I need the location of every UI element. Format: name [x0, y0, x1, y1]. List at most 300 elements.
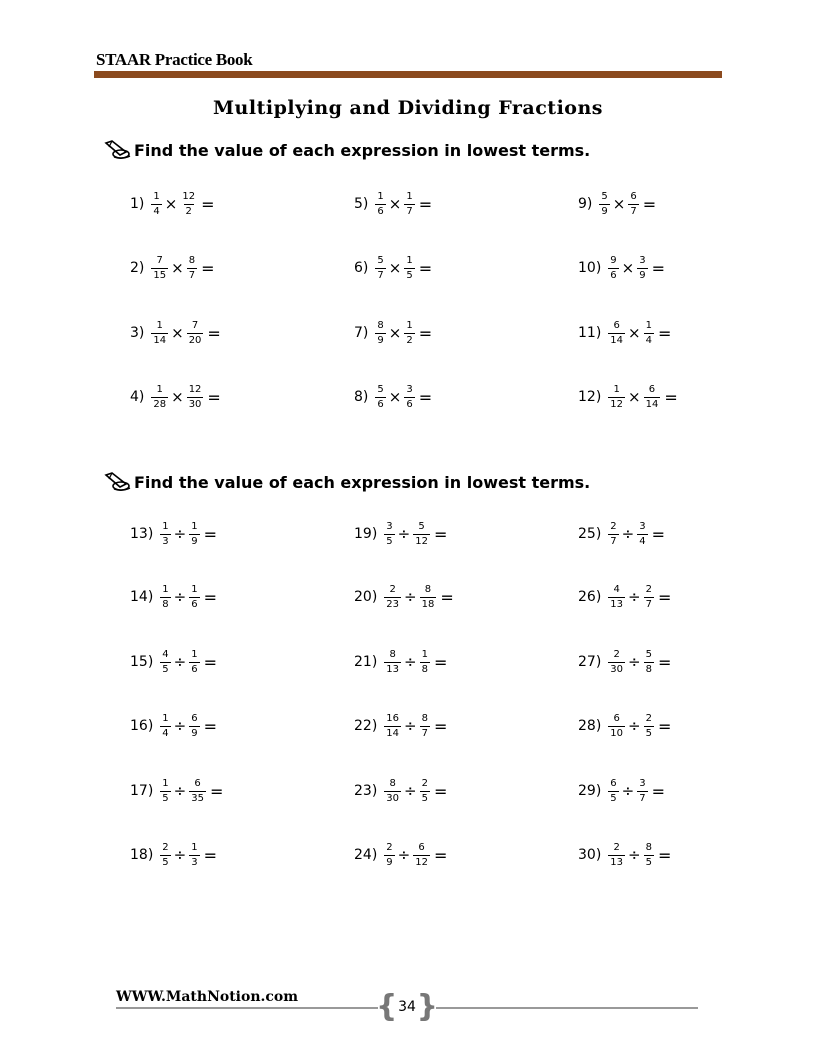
numerator: 6 [613, 713, 620, 724]
problem [130, 713, 217, 739]
problem [130, 320, 221, 346]
numerator: 1 [156, 320, 163, 331]
denominator: 5 [162, 663, 169, 675]
numerator: 1 [156, 384, 163, 395]
pencil-icon [104, 472, 132, 492]
fraction [644, 320, 654, 346]
problem-number: 28) [578, 718, 602, 734]
operator-sign: ÷ [173, 782, 187, 800]
numerator: 8 [645, 842, 652, 853]
problem [354, 320, 432, 346]
fraction [608, 713, 625, 739]
problem [578, 584, 671, 610]
instruction-text: Find the value of each expression in lowest terms. [134, 140, 591, 160]
numerator: 6 [610, 778, 617, 789]
fraction [644, 384, 661, 410]
fraction [637, 255, 647, 281]
denominator: 3 [162, 535, 169, 547]
problem [354, 521, 447, 547]
fraction [160, 842, 170, 868]
denominator: 14 [386, 727, 400, 739]
numerator: 1 [377, 191, 384, 202]
equals-sign: = [642, 194, 657, 214]
operator-sign: ÷ [173, 717, 187, 735]
denominator: 3 [191, 856, 198, 868]
equals-sign: = [203, 716, 218, 736]
pencil-icon [104, 140, 132, 160]
operator-sign: ÷ [404, 588, 417, 606]
problem-number: 21) [354, 654, 378, 670]
fraction [644, 649, 654, 675]
denominator: 5 [645, 856, 652, 868]
denominator: 7 [406, 205, 413, 217]
fraction [151, 384, 168, 410]
operator-sign: ÷ [404, 782, 417, 800]
numerator: 16 [386, 713, 400, 724]
numerator: 8 [389, 778, 396, 789]
problem [130, 521, 217, 547]
denominator: 8 [162, 598, 169, 610]
problem-number: 26) [578, 589, 602, 605]
numerator: 6 [194, 778, 201, 789]
fraction [608, 384, 625, 410]
denominator: 12 [415, 856, 428, 868]
footer-rule-left [116, 1007, 378, 1009]
problem [354, 713, 447, 739]
denominator: 5 [645, 727, 652, 739]
problem-number: 1) [130, 196, 145, 212]
equals-sign: = [418, 323, 433, 343]
equals-sign: = [207, 323, 221, 343]
problem [354, 778, 447, 804]
numerator: 1 [162, 778, 169, 789]
operator-sign: × [388, 324, 402, 342]
equals-sign: = [657, 652, 672, 672]
fraction [404, 255, 414, 281]
numerator: 8 [377, 320, 384, 331]
problem-number: 16) [130, 718, 154, 734]
numerator: 2 [610, 521, 617, 532]
problem-number: 23) [354, 783, 378, 799]
fraction [404, 191, 414, 217]
numerator: 1 [191, 649, 198, 660]
problem-number: 30) [578, 847, 602, 863]
operator-sign: ÷ [628, 717, 641, 735]
fraction [160, 713, 170, 739]
numerator: 3 [406, 384, 413, 395]
fraction [420, 778, 430, 804]
denominator: 12 [415, 535, 428, 547]
denominator: 18 [421, 598, 435, 610]
equals-sign: = [433, 652, 448, 672]
numerator: 2 [421, 778, 428, 789]
equals-sign: = [203, 845, 218, 865]
fraction [151, 255, 168, 281]
numerator: 1 [162, 584, 169, 595]
numerator: 1 [406, 191, 413, 202]
equals-sign: = [203, 587, 218, 607]
equals-sign: = [651, 524, 666, 544]
fraction [375, 320, 385, 346]
fraction [375, 255, 385, 281]
fraction [413, 842, 430, 868]
problem [578, 842, 671, 868]
denominator: 6 [377, 398, 384, 410]
equals-sign: = [657, 323, 672, 343]
denominator: 15 [153, 269, 167, 281]
problem [578, 320, 671, 346]
instruction-2 [104, 472, 590, 492]
problem-number: 17) [130, 783, 154, 799]
numerator: 12 [182, 191, 196, 202]
equals-sign: = [201, 194, 215, 214]
denominator: 6 [406, 398, 413, 410]
equals-sign: = [203, 524, 218, 544]
fraction [375, 384, 385, 410]
denominator: 13 [386, 663, 400, 675]
equals-sign: = [664, 387, 678, 407]
denominator: 4 [645, 334, 652, 346]
numerator: 1 [406, 255, 413, 266]
fraction [151, 320, 168, 346]
denominator: 5 [162, 792, 169, 804]
operator-sign: × [171, 324, 184, 342]
numerator: 9 [610, 255, 617, 266]
operator-sign: ÷ [404, 653, 417, 671]
operator-sign: ÷ [397, 525, 411, 543]
fraction [189, 584, 199, 610]
denominator: 8 [421, 663, 428, 675]
page-number: 34 [398, 999, 416, 1015]
fraction [384, 842, 394, 868]
denominator: 30 [188, 398, 202, 410]
denominator: 9 [639, 269, 646, 281]
problem-number: 14) [130, 589, 154, 605]
problem [130, 191, 214, 217]
numerator: 1 [191, 842, 198, 853]
operator-sign: × [628, 388, 641, 406]
fraction [608, 778, 618, 804]
problem-number: 19) [354, 526, 378, 542]
problem [130, 255, 214, 281]
problem [130, 384, 221, 410]
problem-number: 4) [130, 389, 145, 405]
denominator: 7 [377, 269, 384, 281]
operator-sign: ÷ [404, 717, 417, 735]
problem-number: 22) [354, 718, 378, 734]
problem-number: 27) [578, 654, 602, 670]
problem-number: 10) [578, 260, 602, 276]
denominator: 5 [610, 792, 617, 804]
problem [578, 255, 665, 281]
fraction [375, 191, 385, 217]
fraction [384, 584, 401, 610]
fraction [160, 521, 170, 547]
denominator: 7 [639, 792, 646, 804]
problem-number: 15) [130, 654, 154, 670]
equals-sign: = [433, 845, 448, 865]
problem [578, 521, 665, 547]
numerator: 5 [645, 649, 652, 660]
operator-sign: × [388, 195, 402, 213]
numerator: 5 [418, 521, 425, 532]
page-title: Multiplying and Dividing Fractions [213, 97, 603, 119]
fraction [160, 584, 170, 610]
numerator: 6 [191, 713, 198, 724]
denominator: 5 [421, 792, 428, 804]
problem-number: 6) [354, 260, 369, 276]
fraction [644, 842, 654, 868]
operator-sign: ÷ [628, 588, 641, 606]
numerator: 1 [153, 191, 160, 202]
operator-sign: × [171, 388, 184, 406]
equals-sign: = [433, 524, 448, 544]
problem-number: 24) [354, 847, 378, 863]
equals-sign: = [433, 716, 448, 736]
denominator: 12 [610, 398, 624, 410]
denominator: 2 [406, 334, 413, 346]
equals-sign: = [651, 781, 666, 801]
numerator: 8 [421, 713, 428, 724]
equals-sign: = [651, 258, 666, 278]
problem [354, 842, 447, 868]
denominator: 7 [610, 535, 617, 547]
numerator: 3 [639, 521, 646, 532]
denominator: 7 [188, 269, 196, 281]
numerator: 2 [389, 584, 396, 595]
fraction [180, 191, 197, 217]
fraction [404, 384, 414, 410]
problem-number: 29) [578, 783, 602, 799]
equals-sign: = [418, 387, 433, 407]
numerator: 1 [191, 584, 198, 595]
problem [354, 649, 447, 675]
operator-sign: × [171, 259, 184, 277]
equals-sign: = [203, 652, 218, 672]
fraction [420, 649, 430, 675]
denominator: 2 [185, 205, 192, 217]
fraction [384, 521, 394, 547]
problem [578, 778, 665, 804]
numerator: 5 [377, 255, 384, 266]
problem [130, 842, 217, 868]
numerator: 6 [613, 320, 620, 331]
operator-sign: × [612, 195, 626, 213]
numerator: 6 [630, 191, 637, 202]
instruction-text: Find the value of each expression in lowest terms. [134, 472, 591, 492]
operator-sign: × [628, 324, 641, 342]
numerator: 1 [162, 521, 169, 532]
problem [578, 191, 656, 217]
fraction [160, 649, 170, 675]
numerator: 2 [613, 649, 620, 660]
denominator: 35 [191, 792, 204, 804]
numerator: 2 [386, 842, 393, 853]
numerator: 5 [377, 384, 384, 395]
numerator: 1 [421, 649, 428, 660]
denominator: 14 [610, 334, 624, 346]
problem [354, 255, 432, 281]
problem-number: 8) [354, 389, 369, 405]
equals-sign: = [207, 387, 221, 407]
denominator: 6 [191, 598, 198, 610]
book-title: STAAR Practice Book [96, 50, 253, 69]
problem [130, 649, 217, 675]
fraction [187, 320, 204, 346]
equals-sign: = [440, 587, 454, 607]
fraction [637, 778, 647, 804]
equals-sign: = [657, 845, 672, 865]
numerator: 2 [613, 842, 620, 853]
denominator: 13 [610, 856, 624, 868]
numerator: 8 [188, 255, 196, 266]
denominator: 9 [386, 856, 393, 868]
denominator: 23 [386, 598, 400, 610]
fraction [420, 584, 437, 610]
numerator: 2 [645, 713, 652, 724]
numerator: 8 [389, 649, 396, 660]
denominator: 9 [191, 727, 198, 739]
numerator: 2 [645, 584, 652, 595]
fraction [384, 778, 401, 804]
denominator: 30 [610, 663, 624, 675]
problem [354, 384, 432, 410]
equals-sign: = [657, 716, 672, 736]
problem-number: 20) [354, 589, 378, 605]
fraction [384, 649, 401, 675]
fraction [160, 778, 170, 804]
footer-rule-right [436, 1007, 698, 1009]
equals-sign: = [657, 587, 672, 607]
denominator: 14 [153, 334, 167, 346]
fraction [189, 649, 199, 675]
numerator: 3 [386, 521, 393, 532]
fraction [608, 521, 618, 547]
operator-sign: × [388, 259, 402, 277]
fraction [189, 778, 206, 804]
fraction [189, 521, 199, 547]
operator-sign: ÷ [173, 846, 187, 864]
problem-number: 13) [130, 526, 154, 542]
operator-sign: ÷ [173, 653, 187, 671]
problem-number: 11) [578, 325, 602, 341]
problem-number: 3) [130, 325, 145, 341]
numerator: 1 [406, 320, 413, 331]
operator-sign: ÷ [397, 846, 411, 864]
operator-sign: ÷ [173, 525, 187, 543]
denominator: 5 [406, 269, 413, 281]
denominator: 30 [386, 792, 400, 804]
fraction [637, 521, 647, 547]
numerator: 6 [648, 384, 656, 395]
problem [578, 384, 678, 410]
denominator: 7 [630, 205, 637, 217]
denominator: 9 [601, 205, 608, 217]
denominator: 6 [610, 269, 617, 281]
denominator: 6 [377, 205, 384, 217]
denominator: 7 [645, 598, 652, 610]
fraction [644, 713, 654, 739]
right-bracket-icon: } [416, 989, 438, 1024]
denominator: 8 [645, 663, 652, 675]
numerator: 5 [601, 191, 608, 202]
operator-sign: ÷ [628, 846, 641, 864]
equals-sign: = [209, 781, 224, 801]
header-rule [94, 71, 722, 78]
equals-sign: = [418, 258, 433, 278]
problem-number: 7) [354, 325, 369, 341]
denominator: 9 [191, 535, 198, 547]
operator-sign: × [388, 388, 402, 406]
numerator: 4 [162, 649, 169, 660]
numerator: 3 [639, 255, 646, 266]
problem [130, 778, 223, 804]
equals-sign: = [418, 194, 433, 214]
denominator: 13 [610, 598, 624, 610]
fraction [628, 191, 638, 217]
fraction [189, 842, 199, 868]
equals-sign: = [201, 258, 215, 278]
numerator: 3 [639, 778, 646, 789]
problem-number: 9) [578, 196, 593, 212]
denominator: 4 [162, 727, 169, 739]
problem [130, 584, 217, 610]
numerator: 7 [191, 320, 199, 331]
denominator: 6 [191, 663, 198, 675]
problem-number: 2) [130, 260, 145, 276]
numerator: 2 [162, 842, 169, 853]
numerator: 6 [418, 842, 425, 853]
denominator: 5 [162, 856, 169, 868]
denominator: 4 [639, 535, 646, 547]
denominator: 14 [645, 398, 659, 410]
denominator: 20 [188, 334, 202, 346]
problem-number: 12) [578, 389, 602, 405]
fraction [384, 713, 401, 739]
fraction [413, 521, 430, 547]
numerator: 1 [191, 521, 198, 532]
fraction [189, 713, 199, 739]
fraction [608, 842, 625, 868]
problem-number: 5) [354, 196, 369, 212]
denominator: 10 [610, 727, 624, 739]
fraction [644, 584, 654, 610]
numerator: 1 [162, 713, 169, 724]
numerator: 8 [424, 584, 432, 595]
denominator: 9 [377, 334, 384, 346]
numerator: 7 [156, 255, 163, 266]
fraction [608, 584, 625, 610]
fraction [187, 255, 197, 281]
equals-sign: = [433, 781, 448, 801]
instruction-1 [104, 140, 590, 160]
denominator: 28 [153, 398, 167, 410]
fraction [420, 713, 430, 739]
problem [354, 191, 432, 217]
page-number-box [376, 990, 438, 1024]
operator-sign: × [164, 195, 178, 213]
problem [578, 649, 671, 675]
numerator: 4 [613, 584, 620, 595]
numerator: 12 [188, 384, 202, 395]
problem [354, 584, 454, 610]
footer-url: WWW.MathNotion.com [116, 989, 299, 1005]
numerator: 1 [613, 384, 620, 395]
denominator: 5 [386, 535, 393, 547]
fraction [608, 649, 625, 675]
fraction [187, 384, 204, 410]
operator-sign: ÷ [621, 525, 635, 543]
